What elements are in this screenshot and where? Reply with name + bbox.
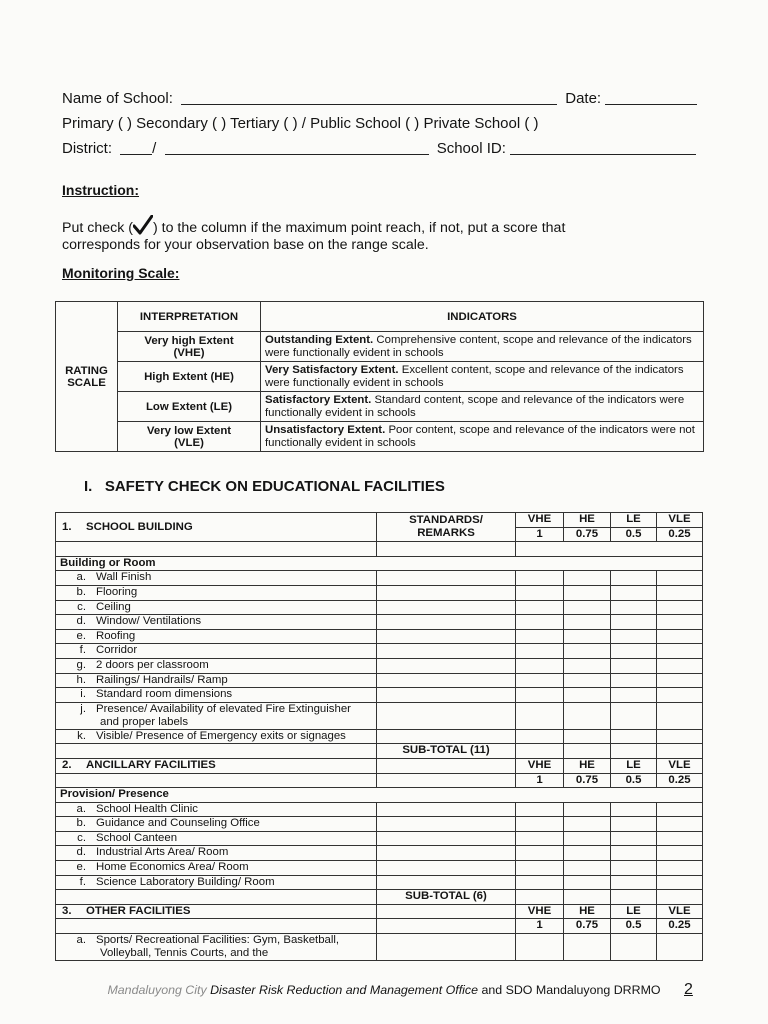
le-cell[interactable] xyxy=(611,729,657,744)
instruction-text xyxy=(62,215,702,254)
item-text: School Canteen xyxy=(96,831,178,844)
vle-cell[interactable] xyxy=(657,702,703,729)
he-cell[interactable] xyxy=(564,702,611,729)
he-cell[interactable] xyxy=(564,673,611,688)
he-cell[interactable] xyxy=(564,744,611,759)
instruction-text-line2: corresponds for your observation base on the range scale. xyxy=(62,237,429,253)
instruction-heading: Instruction: xyxy=(62,182,139,198)
remarks-cell[interactable] xyxy=(377,688,516,703)
school-name-field[interactable] xyxy=(181,90,557,105)
section-title: I. SAFETY CHECK ON EDUCATIONAL FACILITIES xyxy=(84,478,445,495)
table-row xyxy=(56,688,703,703)
standards-remarks-header xyxy=(377,513,516,542)
le-cell[interactable] xyxy=(611,585,657,600)
vle-cell[interactable] xyxy=(657,673,703,688)
table-row xyxy=(56,729,703,744)
item-letter: a. xyxy=(76,571,86,584)
item-text: Standard room dimensions xyxy=(96,688,233,701)
vle-points: 0.25 xyxy=(657,919,703,934)
remarks-cell[interactable] xyxy=(377,875,516,890)
district-label: District: xyxy=(62,140,112,157)
remarks-cell[interactable] xyxy=(377,658,516,673)
interpretation-cell xyxy=(118,332,261,362)
vhe-cell[interactable] xyxy=(516,702,564,729)
le-header: LE xyxy=(611,758,657,773)
group-label: Building or Room xyxy=(56,556,703,571)
table-row xyxy=(56,600,703,615)
remarks-cell[interactable] xyxy=(377,629,516,644)
table-row xyxy=(56,875,703,890)
group-row xyxy=(56,788,703,803)
vle-cell[interactable] xyxy=(657,846,703,861)
vhe-cell[interactable] xyxy=(516,729,564,744)
le-cell[interactable] xyxy=(611,600,657,615)
remarks-cell[interactable] xyxy=(377,846,516,861)
vle-cell[interactable] xyxy=(657,831,703,846)
vle-cell[interactable] xyxy=(657,861,703,876)
item-text: Sports/ Recreational Facilities: Gym, Basketball, Volleyball, Tennis Courts, and the xyxy=(96,934,340,960)
le-cell[interactable] xyxy=(611,644,657,659)
vhe-cell[interactable] xyxy=(516,688,564,703)
interpretation-cell xyxy=(118,422,261,452)
vhe-cell[interactable] xyxy=(516,615,564,630)
vhe-cell[interactable] xyxy=(516,846,564,861)
le-cell[interactable] xyxy=(611,673,657,688)
he-header: HE xyxy=(564,513,611,528)
interp-line1: High Extent (HE) xyxy=(144,370,234,383)
table-row xyxy=(56,702,703,729)
item-text: 2 doors per classroom xyxy=(96,658,209,671)
interpretation-header: INTERPRETATION xyxy=(118,302,261,332)
vhe-cell[interactable] xyxy=(516,817,564,832)
section-title-cell xyxy=(56,904,377,919)
item-cell xyxy=(56,571,377,586)
remarks-cell[interactable] xyxy=(377,831,516,846)
item-text: Flooring xyxy=(96,585,138,598)
item-text: Corridor xyxy=(96,644,138,657)
section-name: ANCILLARY FACILITIES xyxy=(86,758,216,771)
checkmark-icon xyxy=(133,215,153,233)
standards-line2: REMARKS xyxy=(417,527,475,540)
indicator-cell xyxy=(261,392,704,422)
item-letter: c. xyxy=(77,831,86,844)
le-cell[interactable] xyxy=(611,688,657,703)
item-cell xyxy=(56,658,377,673)
item-cell xyxy=(56,585,377,600)
vle-cell[interactable] xyxy=(657,688,703,703)
vhe-points: 1 xyxy=(516,773,564,788)
item-letter: b. xyxy=(76,585,86,598)
table-row xyxy=(56,571,703,586)
monitoring-scale-heading: Monitoring Scale: xyxy=(62,265,180,281)
monitoring-scale-table xyxy=(55,301,704,452)
item-text: Presence/ Availability of elevated Fire Extinguisher and proper labels xyxy=(96,702,351,728)
item-text: Industrial Arts Area/ Room xyxy=(96,846,229,859)
remarks-cell[interactable] xyxy=(377,571,516,586)
interp-line2: (VLE) xyxy=(174,436,204,449)
item-letter: f. xyxy=(79,644,86,657)
scale-row xyxy=(56,362,704,392)
district-line xyxy=(62,140,696,157)
section-number: 2. xyxy=(62,758,72,771)
vhe-cell[interactable] xyxy=(516,673,564,688)
he-cell[interactable] xyxy=(564,644,611,659)
item-letter: d. xyxy=(76,846,86,859)
le-cell[interactable] xyxy=(611,890,657,905)
vhe-cell[interactable] xyxy=(516,585,564,600)
item-text: Visible/ Presence of Emergency exits or signages xyxy=(96,729,346,742)
section-name: OTHER FACILITIES xyxy=(86,904,191,917)
item-cell xyxy=(56,875,377,890)
indicator-text: Excellent content, scope and relevance of the indicators were functionally evident in schools xyxy=(265,363,684,389)
le-cell[interactable] xyxy=(611,615,657,630)
vhe-cell[interactable] xyxy=(516,875,564,890)
he-cell[interactable] xyxy=(564,890,611,905)
item-text: Ceiling xyxy=(96,600,131,613)
vle-cell[interactable] xyxy=(657,729,703,744)
rating-scale-line1: RATING xyxy=(65,364,108,377)
indicator-cell xyxy=(261,332,704,362)
vle-cell[interactable] xyxy=(657,817,703,832)
he-header: HE xyxy=(564,904,611,919)
remarks-cell[interactable] xyxy=(377,673,516,688)
item-text: Railings/ Handrails/ Ramp xyxy=(96,673,228,686)
le-header: LE xyxy=(611,513,657,528)
footer-city: Mandaluyong City xyxy=(107,983,207,997)
vhe-header: VHE xyxy=(516,513,564,528)
item-letter: b. xyxy=(76,817,86,830)
school-id-field[interactable] xyxy=(510,140,696,155)
vhe-header: VHE xyxy=(516,904,564,919)
vhe-points: 1 xyxy=(516,919,564,934)
vhe-cell[interactable] xyxy=(516,571,564,586)
vle-cell[interactable] xyxy=(657,571,703,586)
table-row xyxy=(56,644,703,659)
interp-line1: Very high Extent xyxy=(144,334,234,347)
item-letter: a. xyxy=(76,934,86,947)
scale-header-row xyxy=(56,302,704,332)
le-cell[interactable] xyxy=(611,831,657,846)
item-letter: e. xyxy=(76,629,86,642)
indicator-bold: Very Satisfactory Extent. xyxy=(265,363,399,376)
remarks-cell[interactable] xyxy=(377,802,516,817)
school-id-label: School ID: xyxy=(436,140,506,157)
vle-header: VLE xyxy=(657,904,703,919)
he-cell[interactable] xyxy=(564,846,611,861)
district-field-2[interactable] xyxy=(165,140,429,155)
remarks-cell[interactable] xyxy=(377,615,516,630)
vhe-header: VHE xyxy=(516,758,564,773)
vle-cell[interactable] xyxy=(657,585,703,600)
item-text: School Health Clinic xyxy=(96,802,198,815)
vle-cell[interactable] xyxy=(657,600,703,615)
points-row xyxy=(56,919,703,934)
rating-scale-label xyxy=(56,302,118,452)
vhe-cell[interactable] xyxy=(516,861,564,876)
table-row xyxy=(56,846,703,861)
section-header-row xyxy=(56,758,703,773)
safety-checklist-table xyxy=(55,512,703,961)
instruction-text-part2: ) to the column if the maximum point reach, if not, put a score that xyxy=(152,220,566,236)
vle-cell[interactable] xyxy=(657,744,703,759)
subtotal-row xyxy=(56,744,703,759)
rating-scale-line2: SCALE xyxy=(67,376,106,389)
page-footer xyxy=(0,983,768,997)
section-header-row xyxy=(56,513,703,528)
subtotal-label: SUB-TOTAL (11) xyxy=(377,744,516,759)
vle-cell[interactable] xyxy=(657,644,703,659)
remarks-cell[interactable] xyxy=(377,644,516,659)
section-name: SCHOOL BUILDING xyxy=(86,520,193,533)
scale-row xyxy=(56,392,704,422)
le-cell[interactable] xyxy=(611,629,657,644)
table-row xyxy=(56,861,703,876)
remarks-cell[interactable] xyxy=(377,600,516,615)
le-cell[interactable] xyxy=(611,861,657,876)
instruction-text-part1: Put check ( xyxy=(62,220,133,236)
item-cell xyxy=(56,615,377,630)
indicator-text: Poor content, scope and relevance of the indicators were not functionally evident in schools xyxy=(265,423,695,449)
standards-line1: STANDARDS/ xyxy=(409,514,483,527)
group-label: Provision/ Presence xyxy=(56,788,703,803)
footer-sdo: and SDO Mandaluyong DRRMO xyxy=(481,983,661,997)
section-header-row xyxy=(56,904,703,919)
district-field-1[interactable] xyxy=(120,140,152,155)
section-number: 1. xyxy=(62,520,72,533)
item-cell xyxy=(56,729,377,744)
vle-cell[interactable] xyxy=(657,658,703,673)
vhe-points: 1 xyxy=(516,527,564,542)
item-text: Roofing xyxy=(96,629,136,642)
le-cell[interactable] xyxy=(611,846,657,861)
le-cell[interactable] xyxy=(611,817,657,832)
item-cell xyxy=(56,861,377,876)
le-cell[interactable] xyxy=(611,934,657,961)
vle-cell[interactable] xyxy=(657,934,703,961)
vhe-cell[interactable] xyxy=(516,934,564,961)
he-cell[interactable] xyxy=(564,729,611,744)
interp-line2: (VHE) xyxy=(173,346,205,359)
item-cell xyxy=(56,702,377,729)
footer-office: Disaster Risk Reduction and Management Office xyxy=(210,983,479,997)
vle-cell[interactable] xyxy=(657,802,703,817)
item-letter: d. xyxy=(76,615,86,628)
remarks-cell[interactable] xyxy=(377,729,516,744)
vhe-cell[interactable] xyxy=(516,831,564,846)
vle-cell[interactable] xyxy=(657,875,703,890)
he-cell[interactable] xyxy=(564,802,611,817)
item-letter: c. xyxy=(77,600,86,613)
item-cell xyxy=(56,934,377,961)
district-separator: / xyxy=(152,140,157,157)
he-cell[interactable] xyxy=(564,875,611,890)
vle-points: 0.25 xyxy=(657,773,703,788)
le-points: 0.5 xyxy=(611,527,657,542)
vhe-cell[interactable] xyxy=(516,629,564,644)
item-text: Wall Finish xyxy=(96,571,152,584)
le-points: 0.5 xyxy=(611,919,657,934)
vle-header: VLE xyxy=(657,513,703,528)
vle-cell[interactable] xyxy=(657,629,703,644)
section-number: 3. xyxy=(62,904,72,917)
item-cell xyxy=(56,831,377,846)
section-title-cell xyxy=(56,513,377,542)
he-cell[interactable] xyxy=(564,934,611,961)
section-title-cell xyxy=(56,758,377,773)
item-cell xyxy=(56,817,377,832)
item-letter: j. xyxy=(80,702,86,715)
interp-line1: Low Extent (LE) xyxy=(145,400,233,413)
scale-row xyxy=(56,332,704,362)
he-cell[interactable] xyxy=(564,817,611,832)
he-cell[interactable] xyxy=(564,861,611,876)
indicator-bold: Outstanding Extent. xyxy=(265,333,374,346)
item-letter: a. xyxy=(76,802,86,815)
interp-line1: Very low Extent xyxy=(146,424,232,437)
item-cell xyxy=(56,629,377,644)
indicator-bold: Unsatisfactory Extent. xyxy=(265,423,386,436)
item-text: Science Laboratory Building/ Room xyxy=(96,875,275,888)
item-cell xyxy=(56,846,377,861)
date-field[interactable] xyxy=(605,90,697,105)
vhe-cell[interactable] xyxy=(516,890,564,905)
item-cell xyxy=(56,600,377,615)
table-row xyxy=(56,629,703,644)
subtotal-row xyxy=(56,890,703,905)
vhe-cell[interactable] xyxy=(516,802,564,817)
item-letter: i. xyxy=(80,688,86,701)
vhe-cell[interactable] xyxy=(516,600,564,615)
vle-cell[interactable] xyxy=(657,615,703,630)
table-row xyxy=(56,673,703,688)
he-cell[interactable] xyxy=(564,831,611,846)
spacer-row xyxy=(56,542,703,557)
scale-row xyxy=(56,422,704,452)
interpretation-cell xyxy=(118,392,261,422)
vle-cell[interactable] xyxy=(657,890,703,905)
item-text: Window/ Ventilations xyxy=(96,615,202,628)
table-row xyxy=(56,802,703,817)
he-points: 0.75 xyxy=(564,527,611,542)
he-cell[interactable] xyxy=(564,629,611,644)
he-header: HE xyxy=(564,758,611,773)
indicator-cell xyxy=(261,362,704,392)
le-cell[interactable] xyxy=(611,571,657,586)
item-text: Guidance and Counseling Office xyxy=(96,817,260,830)
indicator-text: Standard content, scope and relevance of the indicators were functionally evident in schools xyxy=(265,393,685,419)
item-letter: e. xyxy=(76,861,86,874)
vle-points: 0.25 xyxy=(657,527,703,542)
he-cell[interactable] xyxy=(564,688,611,703)
group-row xyxy=(56,556,703,571)
remarks-cell[interactable] xyxy=(377,817,516,832)
vhe-cell[interactable] xyxy=(516,644,564,659)
vle-header: VLE xyxy=(657,758,703,773)
he-points: 0.75 xyxy=(564,919,611,934)
date-label: Date: xyxy=(565,90,602,107)
item-letter: k. xyxy=(77,729,86,742)
indicator-bold: Satisfactory Extent. xyxy=(265,393,372,406)
le-points: 0.5 xyxy=(611,773,657,788)
le-cell[interactable] xyxy=(611,802,657,817)
he-cell[interactable] xyxy=(564,658,611,673)
interpretation-cell xyxy=(118,362,261,392)
page-number: 2 xyxy=(684,981,693,998)
indicator-text: Comprehensive content, scope and relevance of the indicators were functionally evident in schools xyxy=(265,333,692,359)
remarks-cell[interactable] xyxy=(377,702,516,729)
he-cell[interactable] xyxy=(564,615,611,630)
item-cell xyxy=(56,688,377,703)
table-row xyxy=(56,585,703,600)
school-name-line xyxy=(62,90,697,107)
le-header: LE xyxy=(611,904,657,919)
points-row xyxy=(56,773,703,788)
he-points: 0.75 xyxy=(564,773,611,788)
vhe-cell[interactable] xyxy=(516,658,564,673)
item-cell xyxy=(56,644,377,659)
indicators-header: INDICATORS xyxy=(261,302,704,332)
item-cell xyxy=(56,802,377,817)
remarks-cell[interactable] xyxy=(377,934,516,961)
item-letter: g. xyxy=(76,658,86,671)
le-cell[interactable] xyxy=(611,875,657,890)
le-cell[interactable] xyxy=(611,744,657,759)
table-row xyxy=(56,934,703,961)
vhe-cell[interactable] xyxy=(516,744,564,759)
item-letter: f. xyxy=(79,875,86,888)
indicator-cell xyxy=(261,422,704,452)
item-cell xyxy=(56,673,377,688)
table-row xyxy=(56,831,703,846)
table-row xyxy=(56,817,703,832)
item-text: Home Economics Area/ Room xyxy=(96,861,249,874)
subtotal-label: SUB-TOTAL (6) xyxy=(377,890,516,905)
le-cell[interactable] xyxy=(611,702,657,729)
table-row xyxy=(56,615,703,630)
remarks-cell[interactable] xyxy=(377,585,516,600)
he-cell[interactable] xyxy=(564,571,611,586)
item-letter: h. xyxy=(76,673,86,686)
school-name-label: Name of School: xyxy=(62,90,173,107)
he-cell[interactable] xyxy=(564,585,611,600)
table-row xyxy=(56,658,703,673)
le-cell[interactable] xyxy=(611,658,657,673)
remarks-cell[interactable] xyxy=(377,861,516,876)
he-cell[interactable] xyxy=(564,600,611,615)
school-type-options[interactable]: Primary ( ) Secondary ( ) Tertiary ( ) / Public School ( ) Private School ( ) xyxy=(62,115,539,132)
